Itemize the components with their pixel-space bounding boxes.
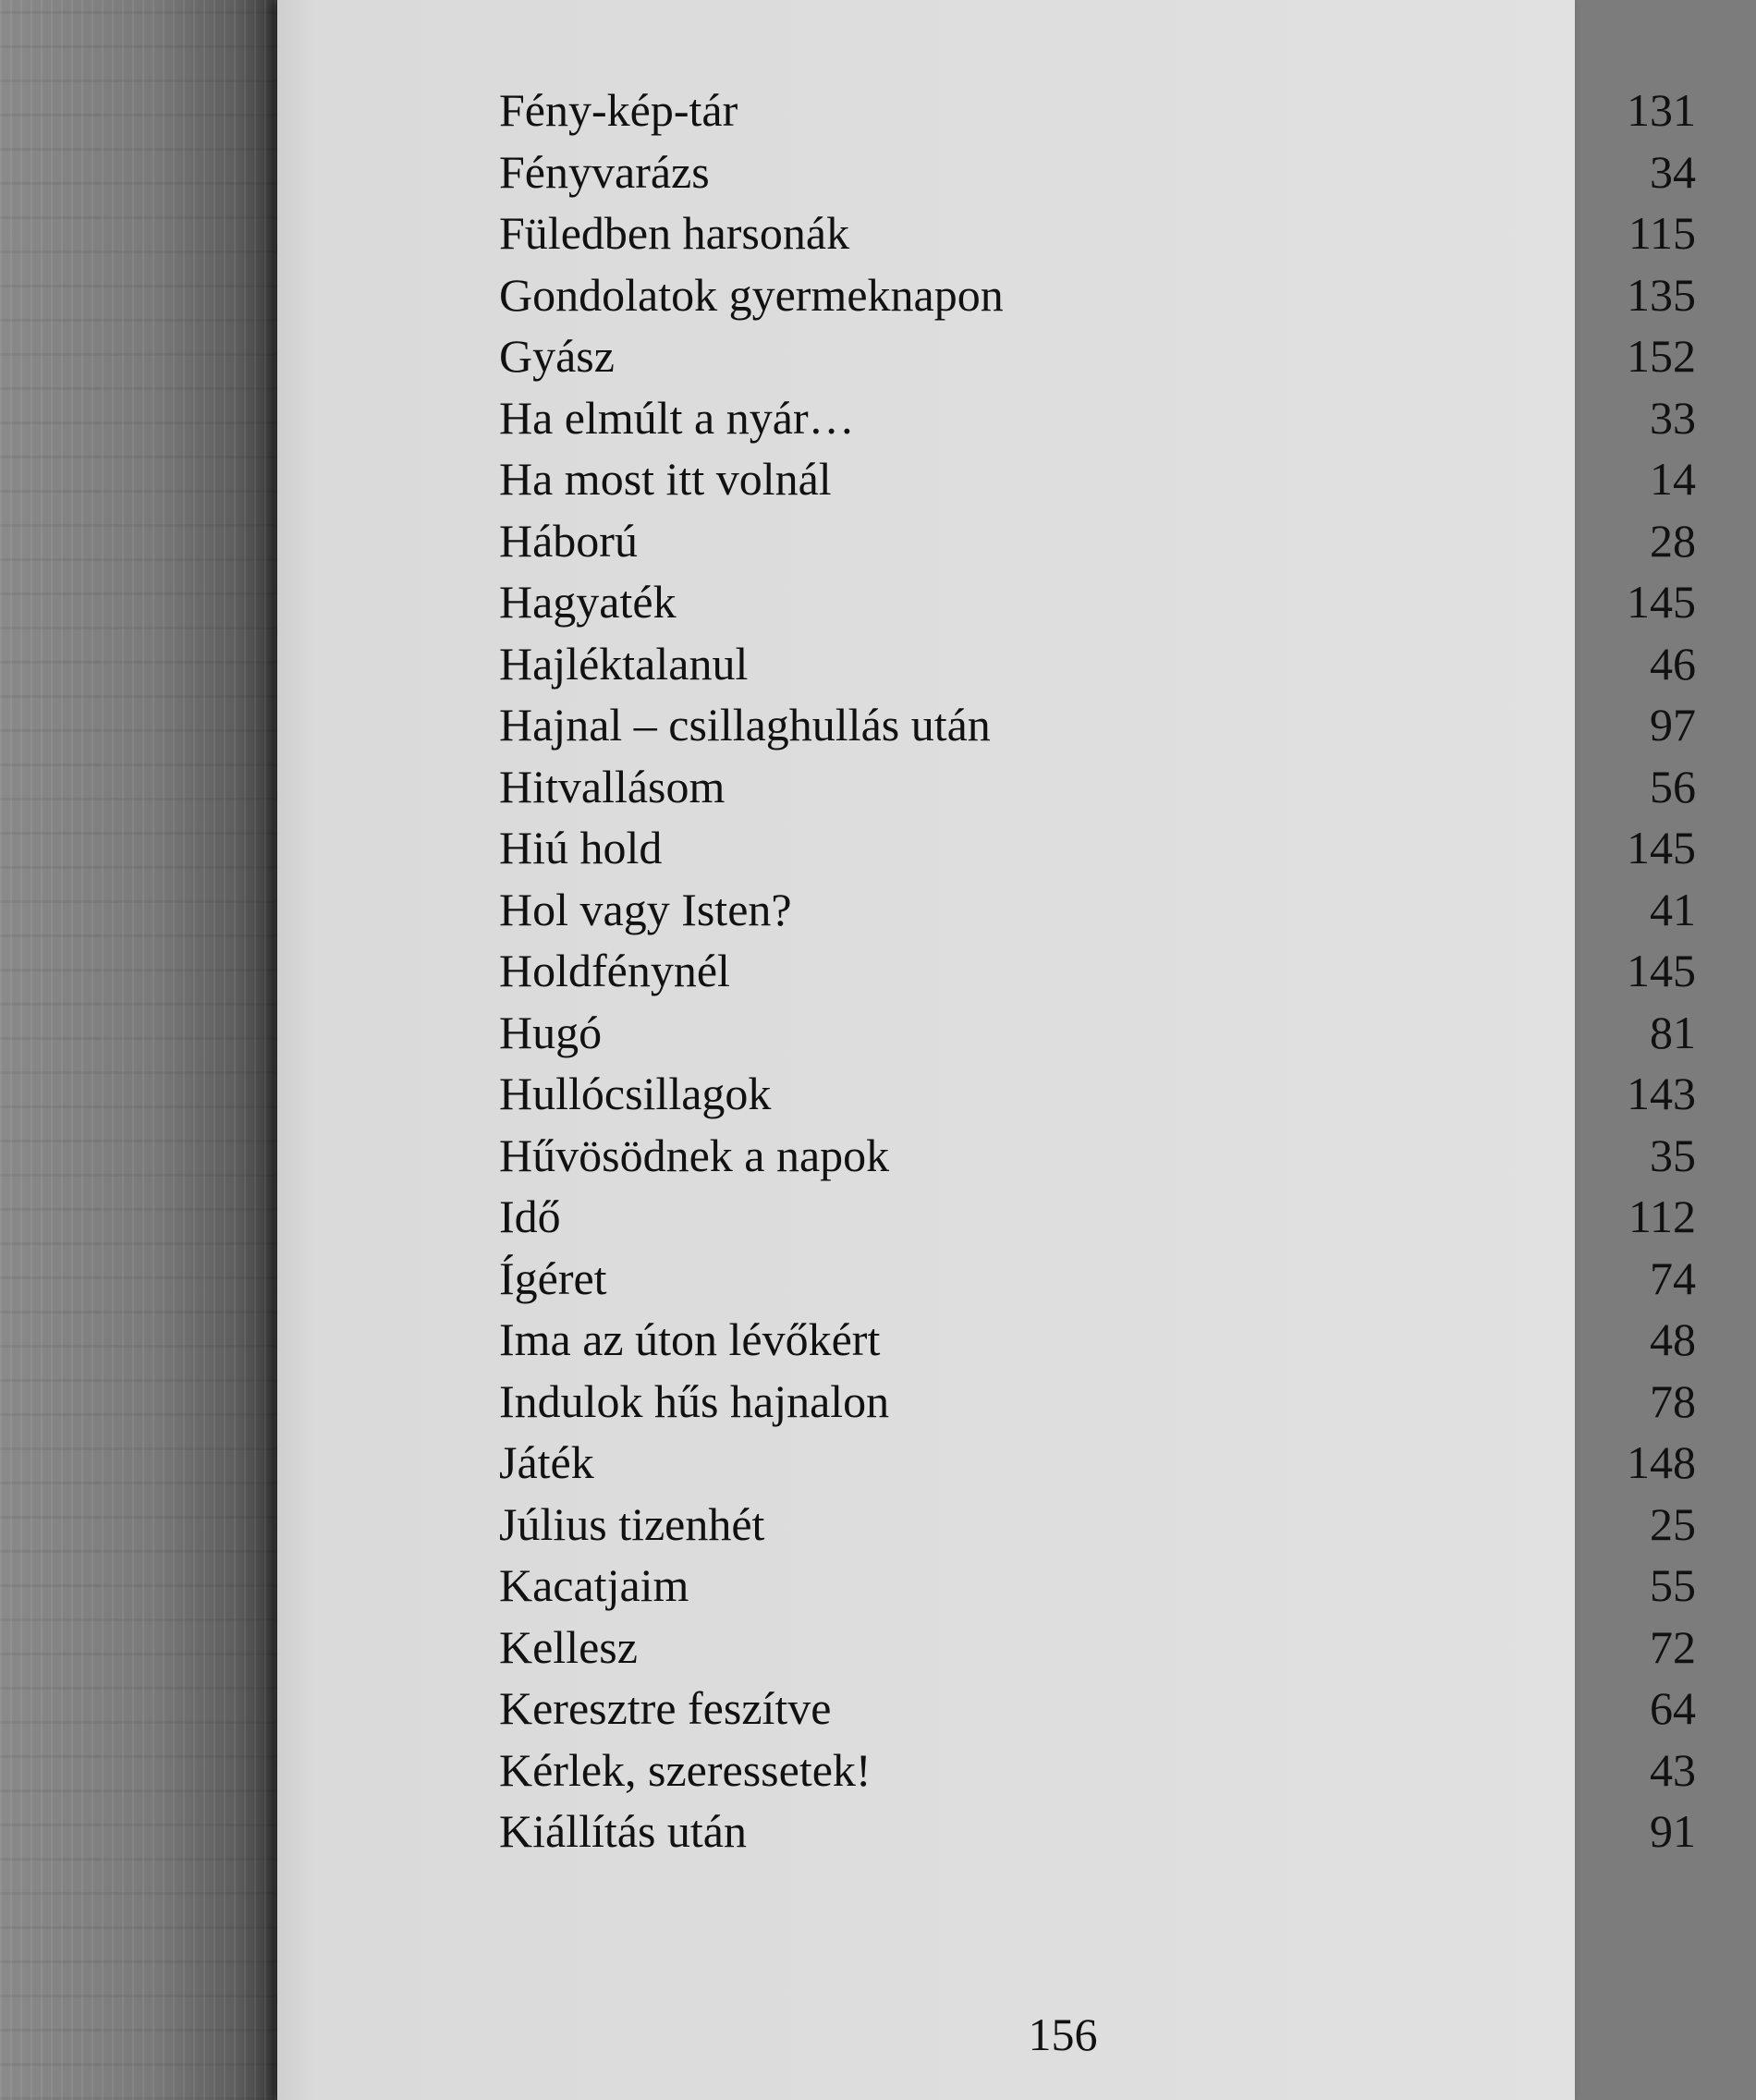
toc-entry: [499, 633, 1756, 695]
toc-entry: [499, 510, 1756, 572]
toc-entry-title: Kiállítás után: [499, 1805, 747, 1857]
toc-entry: [499, 264, 1756, 326]
toc-entry-page-number: 74: [1650, 1251, 1696, 1304]
toc-entry: [499, 571, 1756, 633]
book-page: [277, 0, 1696, 2100]
toc-entry-page-number: 56: [1650, 760, 1696, 812]
toc-entry-page-number: 14: [1650, 453, 1696, 505]
toc-entry-page-number: 145: [1627, 945, 1696, 996]
toc-entry: [499, 940, 1756, 1002]
toc-entry-title: Háború: [499, 514, 638, 567]
toc-entry-title: Ha elmúlt a nyár…: [499, 391, 855, 444]
toc-entry-page-number: 135: [1627, 268, 1696, 321]
toc-entry: [499, 756, 1756, 818]
toc-entry-title: Indulok hűs hajnalon: [499, 1374, 890, 1427]
toc-entry-title: Holdfénynél: [499, 945, 730, 996]
toc-entry: [499, 1248, 1756, 1310]
toc-entry-title: Hugó: [499, 1006, 603, 1058]
wood-backdrop: [0, 0, 277, 2100]
toc-entry-page-number: 41: [1650, 883, 1696, 935]
toc-entry-page-number: 35: [1650, 1129, 1696, 1181]
toc-entry-page-number: 148: [1627, 1436, 1696, 1488]
toc-entry-title: Füledben harsonák: [499, 207, 850, 259]
toc-entry-page-number: 112: [1628, 1190, 1696, 1242]
table-of-contents: [499, 79, 1756, 1862]
toc-entry-page-number: 33: [1650, 391, 1696, 444]
toc-entry-title: Fény-kép-tár: [499, 84, 738, 136]
toc-entry-page-number: 46: [1650, 637, 1696, 690]
toc-entry-title: Kérlek, szeressetek!: [499, 1743, 872, 1796]
toc-entry-page-number: 34: [1650, 145, 1696, 198]
toc-entry: [499, 1371, 1756, 1433]
toc-entry: [499, 202, 1756, 264]
toc-entry: [499, 1555, 1756, 1617]
toc-entry-title: Hajléktalanul: [499, 637, 749, 690]
toc-entry-page-number: 97: [1650, 699, 1696, 751]
toc-entry-title: Hullócsillagok: [499, 1068, 772, 1119]
toc-entry-title: Játék: [499, 1436, 594, 1488]
toc-entry: [499, 141, 1756, 203]
toc-entry-title: Ígéret: [499, 1251, 607, 1304]
toc-entry-page-number: 115: [1628, 207, 1696, 259]
toc-entry: [499, 1186, 1756, 1248]
toc-entry-title: Hagyaték: [499, 576, 677, 628]
toc-entry: [499, 387, 1756, 449]
toc-entry-page-number: 91: [1650, 1805, 1696, 1857]
toc-entry: [499, 817, 1756, 879]
toc-entry: [499, 1740, 1756, 1801]
toc-entry: [499, 1801, 1756, 1862]
toc-entry-page-number: 55: [1650, 1559, 1696, 1611]
toc-entry-title: Kellesz: [499, 1620, 638, 1673]
toc-entry-title: Ha most itt volnál: [499, 453, 832, 505]
toc-entry-page-number: 152: [1627, 330, 1696, 382]
toc-entry: [499, 1494, 1756, 1556]
toc-entry: [499, 1125, 1756, 1187]
toc-entry-page-number: 145: [1627, 822, 1696, 873]
toc-entry-title: Hajnal – csillaghullás után: [499, 699, 991, 751]
toc-entry-title: Ima az úton lévőkért: [499, 1313, 881, 1365]
toc-entry-page-number: 48: [1650, 1313, 1696, 1365]
toc-entry: [499, 1432, 1756, 1494]
page-number: 156: [1028, 2008, 1098, 2060]
toc-entry-title: Fényvarázs: [499, 145, 710, 198]
toc-entry: [499, 1002, 1756, 1064]
toc-entry-page-number: 28: [1650, 514, 1696, 567]
toc-entry-title: Idő: [499, 1190, 561, 1242]
toc-entry-title: Gondolatok gyermeknapon: [499, 268, 1004, 321]
toc-entry-title: Gyász: [499, 330, 615, 382]
toc-entry-page-number: 81: [1650, 1006, 1696, 1058]
toc-entry-title: Hűvösödnek a napok: [499, 1129, 890, 1181]
toc-entry: [499, 879, 1756, 941]
toc-entry-page-number: 43: [1650, 1743, 1696, 1796]
toc-entry-title: Hiú hold: [499, 822, 663, 873]
toc-entry: [499, 1063, 1756, 1125]
toc-entry-title: Kacatjaim: [499, 1559, 689, 1611]
toc-entry-page-number: 64: [1650, 1682, 1696, 1734]
toc-entry: [499, 694, 1756, 756]
toc-entry: [499, 1678, 1756, 1740]
toc-entry-title: Július tizenhét: [499, 1497, 765, 1550]
toc-entry: [499, 1309, 1756, 1371]
toc-entry-page-number: 131: [1627, 84, 1696, 136]
toc-entry: [499, 1617, 1756, 1679]
toc-entry-page-number: 72: [1650, 1620, 1696, 1673]
toc-entry-title: Hitvallásom: [499, 760, 726, 812]
toc-entry-page-number: 145: [1627, 576, 1696, 628]
toc-entry: [499, 79, 1756, 141]
toc-entry-page-number: 78: [1650, 1374, 1696, 1427]
toc-entry: [499, 448, 1756, 510]
toc-entry-title: Keresztre feszítve: [499, 1682, 832, 1734]
toc-entry-title: Hol vagy Isten?: [499, 883, 792, 935]
toc-entry-page-number: 25: [1650, 1497, 1696, 1550]
toc-entry-page-number: 143: [1627, 1068, 1696, 1119]
toc-entry: [499, 325, 1756, 387]
